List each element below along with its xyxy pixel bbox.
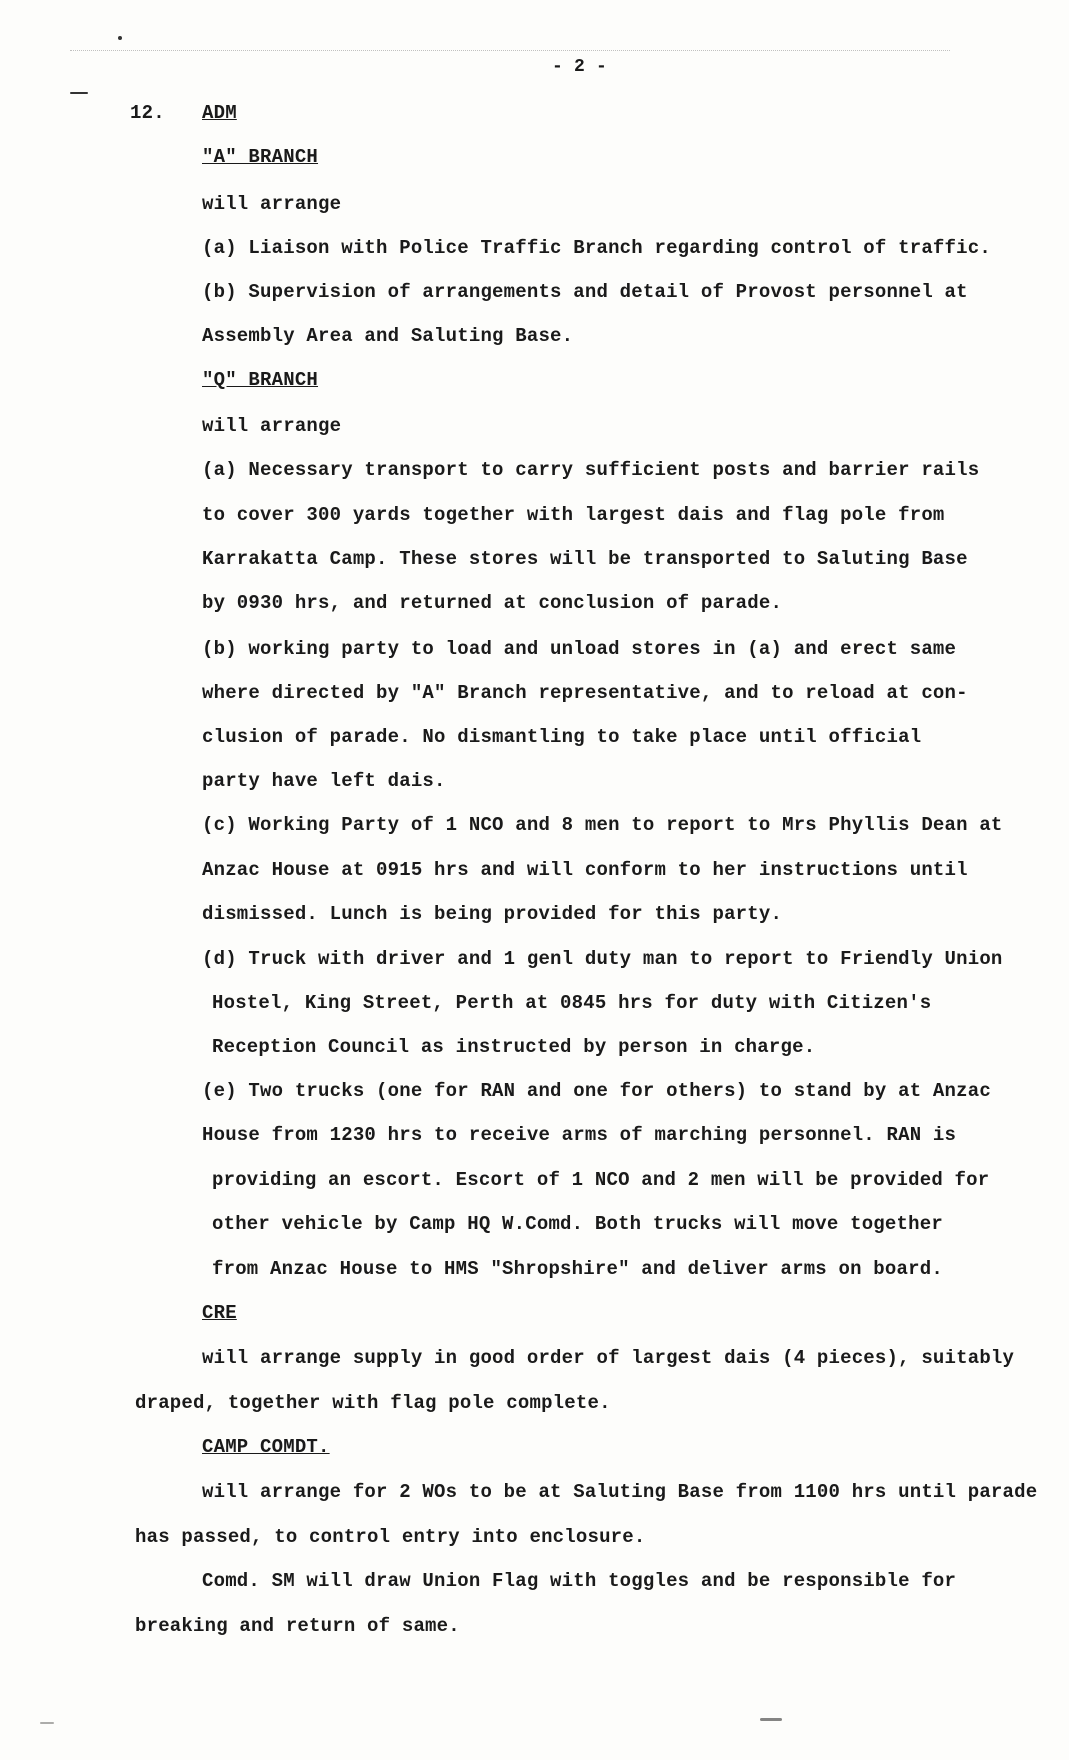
q-branch-line: House from 1230 hrs to receive arms of marching personnel. RAN is [202, 1124, 957, 1146]
q-branch-intro: will arrange [202, 415, 342, 437]
camp-comdt-line: has passed, to control entry into enclosure. [135, 1526, 646, 1548]
q-branch-line: by 0930 hrs, and returned at conclusion of parade. [202, 592, 783, 614]
q-branch-line: providing an escort. Escort of 1 NCO and 2 men will be provided for [212, 1169, 990, 1191]
q-branch-line: (b) working party to load and unload stores in (a) and erect same [202, 638, 957, 660]
q-branch-line: other vehicle by Camp HQ W.Comd. Both trucks will move together [212, 1213, 943, 1235]
q-branch-line: where directed by "A" Branch representative, and to reload at con- [202, 682, 968, 704]
scan-speck [40, 1722, 54, 1724]
q-branch-line: (e) Two trucks (one for RAN and one for others) to stand by at Anzac [202, 1080, 991, 1102]
cre-heading: CRE [202, 1302, 237, 1324]
scan-speck [118, 36, 122, 40]
q-branch-heading: "Q" BRANCH [202, 369, 319, 391]
camp-comdt-line: will arrange for 2 WOs to be at Saluting Base from 1100 hrs until parade [202, 1481, 1038, 1503]
camp-comdt-heading: CAMP COMDT. [202, 1436, 330, 1458]
a-branch-line: (b) Supervision of arrangements and detail of Provost personnel at [202, 281, 968, 303]
q-branch-line: Reception Council as instructed by person in charge. [212, 1036, 816, 1058]
q-branch-line: Hostel, King Street, Perth at 0845 hrs for duty with Citizen's [212, 992, 932, 1014]
q-branch-line: dismissed. Lunch is being provided for this party. [202, 903, 783, 925]
q-branch-line: (d) Truck with driver and 1 genl duty man to report to Friendly Union [202, 948, 1003, 970]
camp-comdt-line: Comd. SM will draw Union Flag with toggles and be responsible for [202, 1570, 957, 1592]
q-branch-line: Karrakatta Camp. These stores will be transported to Saluting Base [202, 548, 968, 570]
page-number: - 2 - [552, 57, 608, 77]
q-branch-line: party have left dais. [202, 770, 446, 792]
q-branch-line: to cover 300 yards together with largest dais and flag pole from [202, 504, 945, 526]
cre-line: will arrange supply in good order of largest dais (4 pieces), suitably [202, 1347, 1015, 1369]
a-branch-line: (a) Liaison with Police Traffic Branch regarding control of traffic. [202, 237, 991, 259]
scan-speck [760, 1718, 782, 1721]
a-branch-line: Assembly Area and Saluting Base. [202, 325, 574, 347]
scan-speck [70, 92, 88, 94]
q-branch-line: Anzac House at 0915 hrs and will conform to her instructions until [202, 859, 968, 881]
section-title: ADM [202, 102, 237, 124]
section-number: 12. [130, 102, 165, 124]
a-branch-heading: "A" BRANCH [202, 146, 319, 168]
camp-comdt-line: breaking and return of same. [135, 1615, 460, 1637]
q-branch-line: clusion of parade. No dismantling to take place until official [202, 726, 922, 748]
q-branch-line: (c) Working Party of 1 NCO and 8 men to report to Mrs Phyllis Dean at [202, 814, 1003, 836]
q-branch-line: (a) Necessary transport to carry sufficient posts and barrier rails [202, 459, 980, 481]
q-branch-line: from Anzac House to HMS "Shropshire" and deliver arms on board. [212, 1258, 943, 1280]
a-branch-intro: will arrange [202, 193, 342, 215]
cre-line: draped, together with flag pole complete. [135, 1392, 611, 1414]
scan-noise [70, 50, 950, 57]
